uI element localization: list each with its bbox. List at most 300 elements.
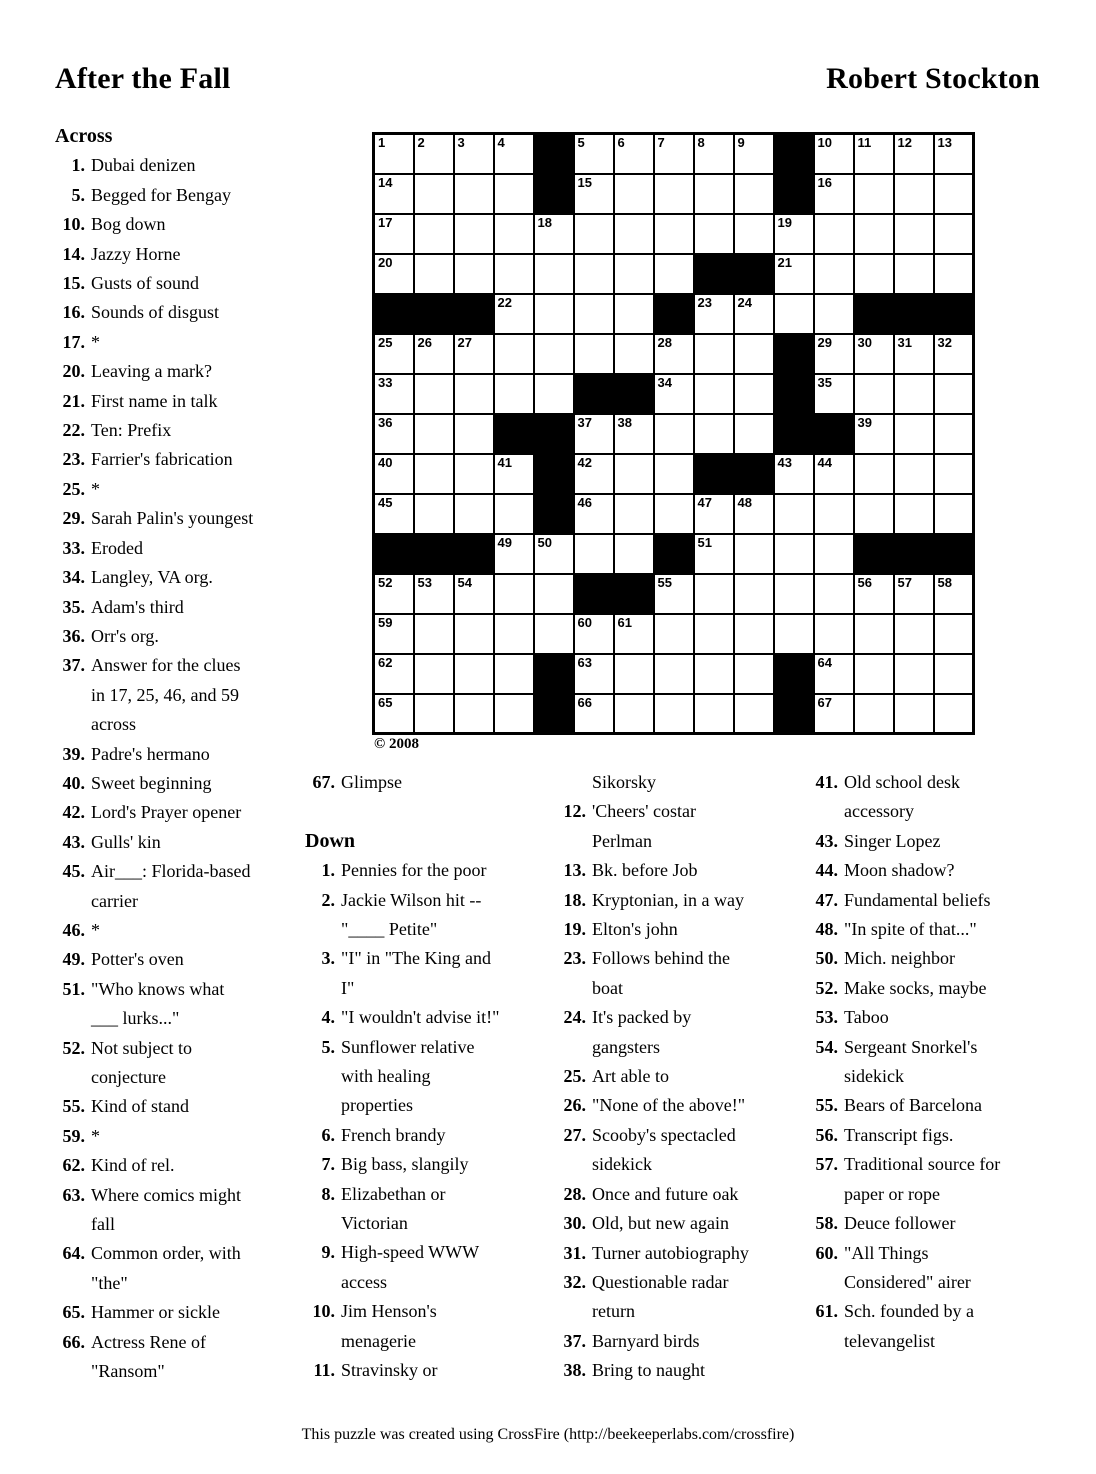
grid-cell[interactable] [454,694,494,734]
grid-cell[interactable] [574,494,614,534]
clue [55,1298,305,1327]
grid-cell[interactable] [654,654,694,694]
clue-number: 50. [815,948,838,969]
grid-cell[interactable] [574,134,614,174]
grid-cell[interactable] [374,694,414,734]
grid-cell[interactable] [534,574,574,614]
clue-number [556,1150,592,1179]
grid-cell[interactable] [654,574,694,614]
grid-cell[interactable] [454,494,494,534]
grid-cell[interactable] [574,254,614,294]
clue [556,915,806,944]
grid-cell[interactable] [574,334,614,374]
grid-cell[interactable] [414,574,454,614]
clue [55,1122,305,1151]
grid-cell[interactable] [454,654,494,694]
grid-cell[interactable] [774,614,814,654]
puzzle-author: Robert Stockton [826,62,1040,95]
grid-cell[interactable] [654,334,694,374]
grid-cell[interactable] [454,454,494,494]
clue [808,1121,1058,1150]
grid-cell[interactable] [934,254,974,294]
clue-text: Transcript figs. [844,1124,954,1145]
grid-cell[interactable] [494,254,534,294]
cell-number: 22 [497,294,512,310]
grid-cell[interactable] [534,614,574,654]
grid-cell[interactable] [614,614,654,654]
grid-cell[interactable] [534,534,574,574]
grid-cell[interactable] [574,654,614,694]
black-cell [854,534,894,574]
grid-cell[interactable] [374,374,414,414]
clue-continuation [55,1269,305,1298]
grid-cell[interactable] [494,534,534,574]
cell-number: 56 [857,574,872,590]
grid-cell[interactable] [654,214,694,254]
clue-number: 17. [62,331,85,352]
black-cell [894,534,934,574]
grid-cell[interactable] [854,614,894,654]
grid-cell[interactable] [734,334,774,374]
grid-cell[interactable] [814,574,854,614]
clue-text: Sweet beginning [91,772,212,793]
clue [55,593,305,622]
grid-cell[interactable] [854,134,894,174]
grid-cell[interactable] [814,374,854,414]
clue-number: 24. [563,1007,586,1028]
grid-cell[interactable] [854,414,894,454]
grid-cell[interactable] [934,494,974,534]
grid-cell[interactable] [454,574,494,614]
cell-number: 65 [378,694,393,710]
clue-number: 31. [563,1242,586,1263]
clue-text: "All Things [844,1242,929,1263]
grid-cell[interactable] [574,614,614,654]
grid-cell[interactable] [894,214,934,254]
grid-cell[interactable] [574,454,614,494]
cell-number: 37 [577,414,592,430]
grid-cell[interactable] [414,494,454,534]
grid-cell[interactable] [614,654,654,694]
grid-cell[interactable] [934,614,974,654]
grid-cell[interactable] [694,414,734,454]
clue-number: 46. [62,919,85,940]
grid-cell[interactable] [374,614,414,654]
grid-cell[interactable] [654,694,694,734]
clue-number: 1. [321,860,335,881]
grid-cell[interactable] [894,454,934,494]
grid-cell[interactable] [934,574,974,614]
clue-number: 9. [321,1242,335,1263]
clue-continuation [556,1150,806,1179]
clue-text: "Ransom" [91,1361,165,1382]
clue-text: paper or rope [844,1183,940,1204]
clue-number: 25. [62,478,85,499]
clue [55,740,305,769]
grid-cell[interactable] [854,654,894,694]
cell-number: 63 [577,654,592,670]
clue-continuation [808,1180,1058,1209]
clue [305,1150,555,1179]
grid-cell[interactable] [414,254,454,294]
grid-cell[interactable] [454,254,494,294]
grid-cell[interactable] [374,494,414,534]
grid-cell[interactable] [894,134,934,174]
clue-text: "None of the above!" [592,1095,746,1116]
grid-cell[interactable] [454,614,494,654]
clue-number [305,1268,341,1297]
grid-cell[interactable] [734,214,774,254]
clue-number: 39. [62,743,85,764]
grid-cell[interactable] [694,374,734,414]
cell-number: 15 [577,174,592,190]
grid-cell[interactable] [814,694,854,734]
grid-cell[interactable] [574,294,614,334]
grid-cell[interactable] [854,254,894,294]
clue [556,1268,806,1297]
grid-cell[interactable] [734,414,774,454]
clue-text: Big bass, slangily [341,1154,469,1175]
grid-cell[interactable] [894,334,934,374]
clue-text: Begged for Bengay [91,184,231,205]
grid-cell[interactable] [494,494,534,534]
grid-cell[interactable] [534,294,574,334]
clue-number [808,1268,844,1297]
grid-cell[interactable] [814,534,854,574]
grid-cell[interactable] [614,294,654,334]
cell-number: 61 [617,614,632,630]
clue-text: It's packed by [592,1007,692,1028]
black-cell [414,534,454,574]
clue-number: 8. [321,1183,335,1204]
grid-cell[interactable] [614,494,654,534]
clue-text: return [592,1301,635,1322]
grid-cell[interactable] [894,254,934,294]
grid-cell[interactable] [814,454,854,494]
cell-number: 19 [777,214,792,230]
grid-cell[interactable] [574,694,614,734]
grid-cell[interactable] [774,534,814,574]
clue-text: gangsters [592,1036,660,1057]
grid-cell[interactable] [934,334,974,374]
grid-cell[interactable] [814,614,854,654]
grid-cell[interactable] [494,174,534,214]
grid-cell[interactable] [814,494,854,534]
grid-cell[interactable] [934,134,974,174]
grid-cell[interactable] [374,214,414,254]
black-cell [694,254,734,294]
grid-cell[interactable] [574,534,614,574]
grid-cell[interactable] [374,254,414,294]
cell-number: 53 [417,574,432,590]
grid-cell[interactable] [614,174,654,214]
grid-cell[interactable] [574,414,614,454]
cell-number: 60 [577,614,592,630]
grid-cell[interactable] [454,374,494,414]
grid-cell[interactable] [934,174,974,214]
grid-cell[interactable] [614,254,654,294]
clue-number: 2. [321,889,335,910]
grid-cell[interactable] [374,414,414,454]
grid-cell[interactable] [734,374,774,414]
grid-cell[interactable] [774,214,814,254]
clue-text: Bog down [91,214,166,235]
grid-cell[interactable] [534,374,574,414]
grid-cell[interactable] [414,454,454,494]
clue-text: fall [91,1214,115,1235]
grid-cell[interactable] [494,374,534,414]
clue-text: Stravinsky or [341,1360,438,1381]
grid-cell[interactable] [494,134,534,174]
clue [556,797,806,826]
grid-cell[interactable] [374,654,414,694]
grid-cell[interactable] [614,414,654,454]
grid-cell[interactable] [414,334,454,374]
grid-cell[interactable] [534,254,574,294]
grid-cell[interactable] [854,494,894,534]
grid-cell[interactable] [934,414,974,454]
grid-cell[interactable] [854,454,894,494]
grid-cell[interactable] [814,174,854,214]
grid-cell[interactable] [734,294,774,334]
grid-cell[interactable] [574,214,614,254]
grid-cell[interactable] [934,454,974,494]
grid-cell[interactable] [654,374,694,414]
clue-number: 51. [62,978,85,999]
grid-cell[interactable] [814,254,854,294]
grid-cell[interactable] [814,334,854,374]
grid-cell[interactable] [654,454,694,494]
grid-cell[interactable] [854,214,894,254]
grid-cell[interactable] [494,574,534,614]
clue [556,1180,806,1209]
cell-number: 36 [378,414,393,430]
grid-cell[interactable] [494,294,534,334]
clue [55,445,305,474]
clue-text: "I" in "The King and [341,948,492,969]
grid-cell[interactable] [654,614,694,654]
grid-cell[interactable] [894,574,934,614]
clue-number [808,1327,844,1356]
grid-cell[interactable] [454,334,494,374]
cell-number: 29 [817,334,832,350]
clue [556,1239,806,1268]
grid-cell[interactable] [614,334,654,374]
grid-cell[interactable] [374,134,414,174]
clue-continuation [305,1209,555,1238]
grid-cell[interactable] [374,574,414,614]
grid-cell[interactable] [614,534,654,574]
grid-cell[interactable] [814,134,854,174]
clue [808,827,1058,856]
clue-number [556,827,592,856]
grid-cell[interactable] [494,334,534,374]
grid-cell[interactable] [654,174,694,214]
grid-cell[interactable] [894,694,934,734]
grid-cell[interactable] [494,214,534,254]
clue [808,944,1058,973]
grid-cell[interactable] [414,694,454,734]
black-cell [414,294,454,334]
grid-cell[interactable] [454,174,494,214]
grid-cell[interactable] [614,454,654,494]
grid-cell[interactable] [854,694,894,734]
grid-cell[interactable] [774,294,814,334]
clue-text: carrier [91,890,138,911]
cell-number: 41 [497,454,512,470]
clue [305,1033,555,1062]
clue-text: Potter's oven [91,949,184,970]
grid-cell[interactable] [734,494,774,534]
grid-cell[interactable] [694,294,734,334]
grid-cell[interactable] [694,134,734,174]
grid-cell[interactable] [694,334,734,374]
clue-text: Hammer or sickle [91,1302,220,1323]
cell-number: 3 [457,135,465,150]
grid-cell[interactable] [494,654,534,694]
grid-cell[interactable] [854,174,894,214]
grid-cell[interactable] [894,654,934,694]
clue-text: in 17, 25, 46, and 59 [91,684,239,705]
grid-cell[interactable] [774,254,814,294]
clue-number: 44. [815,860,838,881]
grid-cell[interactable] [694,494,734,534]
grid-cell[interactable] [374,454,414,494]
clue [808,915,1058,944]
grid-cell[interactable] [654,134,694,174]
down-clue-column-3 [808,768,1058,1356]
grid-cell[interactable] [694,694,734,734]
grid-cell[interactable] [734,134,774,174]
cell-number: 47 [697,494,712,510]
grid-cell[interactable] [654,254,694,294]
grid-cell[interactable] [734,574,774,614]
cell-number: 8 [697,135,705,150]
grid-cell[interactable] [694,214,734,254]
grid-cell[interactable] [654,494,694,534]
grid-cell[interactable] [734,654,774,694]
black-cell [534,174,574,214]
black-cell [774,654,814,694]
grid-cell[interactable] [894,494,934,534]
grid-cell[interactable] [734,174,774,214]
grid-cell[interactable] [774,574,814,614]
grid-cell[interactable] [734,534,774,574]
grid-cell[interactable] [414,654,454,694]
clue-text: across [91,714,136,735]
grid-cell[interactable] [934,694,974,734]
grid-cell[interactable] [894,614,934,654]
grid-cell[interactable] [854,374,894,414]
grid-cell[interactable] [494,614,534,654]
clue-number: 55. [62,1096,85,1117]
grid-cell[interactable] [734,694,774,734]
grid-cell[interactable] [814,654,854,694]
black-cell [374,294,414,334]
clue-text: Bears of Barcelona [844,1095,982,1116]
grid-cell[interactable] [774,454,814,494]
clue [55,357,305,386]
clue-number: 33. [62,537,85,558]
clue-text: Kind of rel. [91,1155,175,1176]
clue-number: 52. [62,1037,85,1058]
grid-cell[interactable] [694,614,734,654]
clue [55,945,305,974]
grid-cell[interactable] [414,614,454,654]
clue [55,210,305,239]
clue [556,1091,806,1120]
grid-cell[interactable] [814,214,854,254]
grid-cell[interactable] [414,214,454,254]
grid-cell[interactable] [854,574,894,614]
clue [55,504,305,533]
clue [808,856,1058,885]
grid-cell[interactable] [774,494,814,534]
grid-cell[interactable] [494,454,534,494]
grid-cell[interactable] [574,174,614,214]
clue-text: menagerie [341,1330,416,1351]
grid-cell[interactable] [934,214,974,254]
grid-cell[interactable] [694,174,734,214]
cell-number: 67 [817,694,832,710]
black-cell [534,654,574,694]
grid-cell[interactable] [494,694,534,734]
grid-cell[interactable] [454,214,494,254]
grid-cell[interactable] [374,174,414,214]
cell-number: 43 [777,454,792,470]
grid-cell[interactable] [694,574,734,614]
clue [556,1327,806,1356]
clue-text: Moon shadow? [844,860,955,881]
clue-number: 23. [563,948,586,969]
clue-text: Sunflower relative [341,1036,475,1057]
clue-continuation [808,1268,1058,1297]
grid-cell[interactable] [414,414,454,454]
grid-cell[interactable] [694,534,734,574]
grid-cell[interactable] [814,294,854,334]
grid-cell[interactable] [894,414,934,454]
grid-cell[interactable] [934,654,974,694]
clue-number [305,1062,341,1091]
grid-cell[interactable] [414,374,454,414]
grid-cell[interactable] [854,334,894,374]
clue-number [556,1297,592,1326]
grid-cell[interactable] [534,214,574,254]
cell-number: 48 [737,494,752,510]
black-cell [574,374,614,414]
clue-number: 12. [563,801,586,822]
clue [55,328,305,357]
grid-cell[interactable] [734,614,774,654]
grid-cell[interactable] [894,174,934,214]
grid-cell[interactable] [454,134,494,174]
grid-cell[interactable] [414,174,454,214]
grid-cell[interactable] [614,694,654,734]
clue-text: Kryptonian, in a way [592,889,744,910]
grid-cell[interactable] [614,134,654,174]
grid-cell[interactable] [934,374,974,414]
grid-cell[interactable] [374,334,414,374]
grid-cell[interactable] [454,414,494,454]
grid-cell[interactable] [894,374,934,414]
cell-number: 4 [497,135,505,150]
clue-text: Answer for the clues [91,655,241,676]
grid-cell[interactable] [534,334,574,374]
grid-cell[interactable] [654,414,694,454]
grid-cell[interactable] [694,654,734,694]
grid-cell[interactable] [414,134,454,174]
grid-cell[interactable] [614,214,654,254]
